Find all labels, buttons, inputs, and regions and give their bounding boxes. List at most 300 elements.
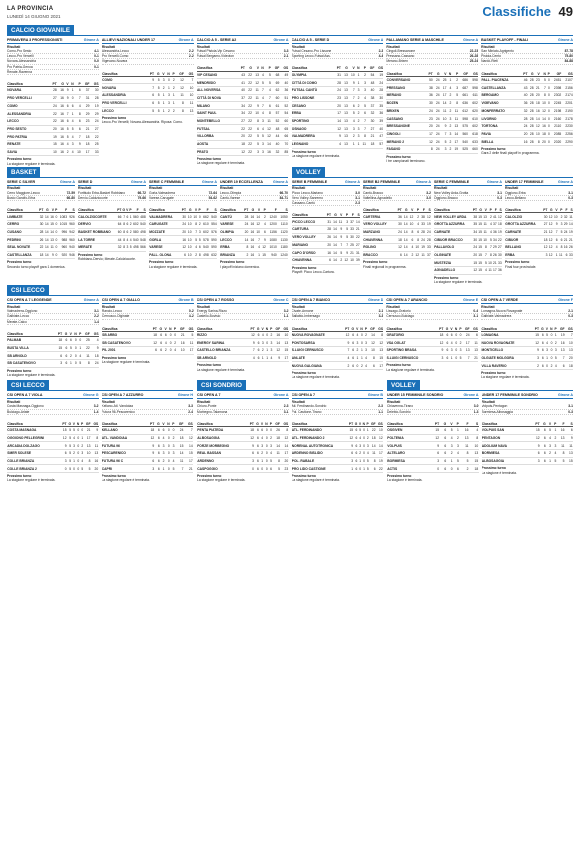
standings-value: 8 — [82, 359, 90, 367]
competition-title: CSI OPEN A 7 GIALLO — [101, 298, 140, 303]
next-round-label: Prossimo turno — [197, 474, 222, 479]
standings-value: 16 — [264, 148, 271, 156]
match-score: 3-3 — [378, 314, 384, 319]
standings-value: 9 — [146, 76, 154, 84]
standings-header: GF — [462, 327, 470, 332]
standings-value: 22 — [245, 94, 252, 102]
standings-header: V — [192, 208, 198, 213]
standings-value: 10 — [49, 148, 57, 156]
competition-group: Girone E — [463, 298, 479, 303]
standings-value: 6 — [531, 450, 540, 458]
standings-value: 12 — [237, 148, 245, 156]
standings-value: 11 — [369, 450, 376, 458]
results-label: Risultati — [7, 400, 21, 405]
next-round-label: Prossimo turno — [101, 355, 127, 360]
standings-header: P — [198, 208, 201, 213]
standings-header: GS — [90, 82, 99, 87]
team-name: AGNADELLO — [434, 267, 472, 275]
standings-row — [102, 465, 194, 473]
competition-column — [197, 38, 289, 166]
standings-value: 0 — [429, 465, 440, 473]
standings-value: 4 — [90, 336, 99, 344]
standings-value: 9 — [64, 94, 69, 102]
standings-value: 66 — [280, 133, 289, 141]
standings-value: 687 — [458, 84, 468, 92]
next-round-text: La stagione regolare è terminata. — [7, 161, 56, 166]
match-name: Cantù-Varese — [220, 195, 241, 200]
results-label: Risultati — [196, 304, 211, 309]
standings-value: 0 — [170, 426, 175, 434]
standings-value: 13 — [341, 140, 348, 148]
standings-value: 18 — [543, 237, 548, 242]
competition-column — [292, 38, 384, 166]
standings-value: 660 — [468, 146, 478, 154]
standings-value: 661 — [458, 92, 468, 100]
match-name: Oggiono-Bracco — [434, 195, 458, 200]
team-name: BRIANZA — [220, 251, 242, 259]
standings-value: 16 — [557, 339, 565, 347]
standings-value: 13 — [483, 214, 487, 219]
standings-value: 11 — [185, 339, 194, 347]
standings-header-row — [7, 82, 99, 87]
standings-value: 28 — [528, 130, 534, 138]
standings-value: 5 — [272, 465, 280, 473]
standings-value: 6 — [539, 347, 544, 355]
standings-value: 22 — [245, 110, 252, 118]
standings-value: 9 — [531, 442, 540, 450]
standings-header: N — [454, 326, 458, 331]
standings-value: 4 — [447, 434, 453, 442]
competition-header — [386, 298, 478, 304]
match-name: Pro Vercelli-Como — [101, 54, 129, 59]
standings-value: 14 — [44, 214, 49, 219]
standings-value: 7 — [487, 244, 492, 252]
spacer — [386, 320, 478, 326]
standings-row — [481, 347, 573, 355]
standings-header: PT — [60, 422, 67, 427]
standings-value: 12 — [436, 339, 443, 347]
standings-row — [197, 79, 289, 87]
standings-value: 6 — [396, 251, 403, 259]
competition-column — [197, 393, 289, 482]
standings-header: GF — [176, 327, 184, 332]
team-name: VARESE — [149, 244, 180, 252]
spacer — [387, 415, 479, 421]
standings-row — [102, 107, 194, 115]
standings-value: 16 — [250, 214, 255, 219]
standings-value: 16 — [521, 138, 528, 146]
standings-value: 0 — [167, 331, 172, 339]
team-name: PALLAVOLO — [434, 244, 472, 252]
standings-value: 17 — [81, 148, 90, 156]
standings-row — [197, 102, 289, 110]
spacer — [292, 59, 384, 65]
standings-value: 18 — [81, 141, 90, 149]
standings-value: 10 — [565, 339, 573, 347]
standings-value: 1156 — [266, 228, 277, 236]
standings-value: 24 — [433, 146, 440, 154]
standings-row — [292, 249, 360, 257]
standings-value: 6 — [260, 228, 266, 236]
standings-value: 0 — [165, 426, 170, 434]
standings-value: 1 — [355, 79, 360, 87]
standings-row — [434, 236, 502, 244]
standings-value: 20 — [280, 457, 288, 465]
team-name: PRATO — [197, 148, 238, 156]
standings-row — [7, 457, 99, 465]
standings-value: 0 — [548, 108, 550, 113]
standings-value: 13 — [469, 450, 479, 458]
match-score: 3-1 — [94, 309, 99, 314]
standings-row — [78, 228, 146, 236]
standings-value: 1 — [73, 459, 75, 464]
next-round-note — [149, 260, 217, 268]
competition-column — [102, 38, 194, 166]
standings-value: 2 — [64, 148, 69, 156]
competition-title: UNDER 17 FEMMINILE — [505, 179, 544, 184]
match-score: 1-4 — [94, 319, 99, 324]
standings-value: 10 — [187, 253, 192, 258]
standings-value: 1 — [359, 347, 364, 355]
match-score: 2-2 — [188, 54, 194, 59]
standings-row — [292, 256, 360, 264]
standings-value: 6 — [350, 362, 355, 370]
team-name: BORMIESA — [387, 457, 429, 465]
standings-value: 9 — [252, 102, 259, 110]
standings-header: PT — [436, 327, 443, 332]
standings-header: PT — [248, 327, 255, 332]
team-name: LA TORRE — [78, 236, 116, 244]
standings-row — [481, 331, 573, 339]
standings-header: Classifica — [102, 327, 150, 332]
match-score: 25-24 — [469, 59, 479, 64]
standings-value: 9 — [342, 339, 349, 347]
match-score: 0-0 — [94, 59, 99, 64]
team-name: ATL. FERDINANDO 2 — [292, 434, 348, 442]
match-name: Atl. Ferdinando-Sondrio — [291, 404, 327, 409]
competition-title: UNDER 19 ECCELLENZA — [220, 179, 263, 184]
standings-value: 9 — [347, 442, 353, 450]
standings-value: 2178 — [562, 115, 573, 123]
standings-value: 28 — [528, 107, 534, 115]
team-name: FUTSAL — [197, 125, 238, 133]
standings-value: 5 — [73, 428, 75, 433]
standings-value: 13 — [459, 434, 469, 442]
next-round-note — [292, 371, 384, 379]
standings-row — [102, 426, 194, 434]
standings-table — [505, 208, 573, 259]
standings-header: S — [139, 208, 146, 213]
standings-value: 5 — [64, 133, 69, 141]
standings-header: F — [557, 422, 565, 427]
standings-value: 24 — [49, 102, 57, 110]
standings-value: 6 — [155, 434, 160, 442]
standings-value: 4 — [162, 339, 167, 347]
results-label: Risultati — [481, 304, 495, 309]
match-score: 2-3 — [378, 404, 383, 409]
standings-value: 0 — [548, 131, 550, 136]
standings-value: 43 — [237, 71, 245, 79]
team-name: GROTTA AZZURRA — [434, 220, 472, 228]
team-name: CALOLZIO — [505, 213, 542, 221]
standings-value: 24 — [433, 99, 440, 107]
standings-value: 5 — [83, 465, 90, 473]
standings-header: N — [69, 82, 74, 87]
standings-table — [102, 72, 194, 116]
band-columns — [7, 180, 288, 269]
standings-value: 16 — [57, 87, 64, 95]
standings-value: 0 — [263, 465, 268, 473]
standings-value: 7 — [360, 117, 367, 125]
match-score: 3-2 — [426, 190, 431, 195]
standings-value: 2 — [558, 213, 563, 221]
standings-row — [292, 102, 384, 110]
standings-value: 11 — [558, 253, 563, 258]
spacer — [292, 320, 384, 326]
team-name: VIGEVANO — [481, 99, 521, 107]
standings-header: GF — [273, 327, 281, 332]
standings-value: 1 — [553, 251, 558, 259]
standings-value: 6 — [64, 117, 69, 125]
standings-header: N — [360, 326, 363, 331]
standings-value: 3 — [268, 339, 272, 347]
results-label: Risultati — [7, 304, 21, 309]
standings-value: 13 — [252, 71, 259, 79]
match-score: 0-3 — [568, 314, 573, 319]
standings-value: 940 — [69, 245, 75, 250]
standings-value: 10 — [83, 450, 90, 458]
standings-value: 5 — [440, 138, 447, 146]
standings-value: 13 — [91, 450, 99, 458]
standings-value: 18 — [369, 434, 376, 442]
standings-value: 43 — [521, 84, 528, 92]
standings-header: P — [452, 72, 459, 77]
competition-group: Girone A — [557, 393, 573, 398]
standings-value: 3 — [429, 457, 440, 465]
standings-header-row — [386, 72, 478, 77]
standings-value: 498 — [201, 251, 209, 259]
competition-group: Girone D — [368, 298, 384, 303]
standings-value: 36 — [521, 99, 528, 107]
standings-value: 0 — [548, 124, 550, 129]
standings-value: 60 — [280, 117, 289, 125]
standings-value: 20 — [325, 241, 332, 249]
standings-value: 17 — [375, 362, 383, 370]
standings-row — [197, 339, 289, 347]
next-round-note — [197, 157, 289, 165]
standings-value: 18 — [247, 426, 254, 434]
standings-value: 525 — [458, 146, 468, 154]
standings-value: 9 — [49, 251, 54, 259]
standings-value: 7 — [343, 241, 349, 249]
standings-value: 960 — [69, 237, 75, 242]
standings-value: 5 — [264, 79, 271, 87]
standings-value: 2 — [242, 251, 249, 259]
standings-value: 13 — [557, 434, 565, 442]
standings-value: 6 — [62, 352, 67, 360]
standings-value: 26 — [493, 253, 497, 258]
standings-value: 2 — [160, 457, 165, 465]
standings-value: 17 — [83, 434, 90, 442]
standings-value: 11 — [264, 117, 271, 125]
team-name: CARTERIA — [363, 213, 396, 221]
standings-header: V — [534, 72, 540, 77]
match-name: Futura 96-Pescarenico — [101, 409, 135, 414]
spacer — [149, 201, 217, 207]
team-name: PRESSANO — [386, 84, 425, 92]
standings-value: 4 — [268, 450, 272, 458]
standings-value: 0 — [359, 339, 364, 347]
standings-row — [102, 442, 194, 450]
standings-value: 576 — [209, 228, 217, 236]
standings-value: 5 — [185, 331, 194, 339]
standings-value: 2 — [162, 347, 167, 355]
standings-header: V — [553, 208, 558, 213]
team-name: SB ARNOLD — [197, 354, 248, 362]
standings-header: P — [172, 327, 177, 332]
standings-value: 5 — [458, 354, 462, 362]
next-round-note — [220, 260, 288, 268]
standings-row — [197, 110, 289, 118]
standings-row — [505, 220, 573, 228]
match-score: 84-71 — [279, 195, 288, 200]
standings-value: 14 — [175, 450, 184, 458]
standings-value: 24 — [425, 107, 433, 115]
next-round-label: Prossimo turno — [363, 260, 388, 265]
standings-value: 30 — [425, 99, 433, 107]
standings-value: 6 — [353, 450, 357, 458]
standings-header: G — [444, 327, 449, 332]
standings-value: 10 — [187, 237, 192, 242]
standings-value: 32 — [271, 148, 280, 156]
team-name: ALBOSAGGIA — [482, 457, 531, 465]
standings-value: 20 — [333, 102, 341, 110]
standings-value: 4 — [259, 125, 264, 133]
standings-table — [220, 208, 288, 259]
standings-value: 28 — [528, 84, 534, 92]
standings-value: 6 — [540, 426, 546, 434]
standings-value: 12 — [548, 222, 553, 227]
standings-value: 7 — [175, 465, 184, 473]
next-round-note — [102, 116, 194, 124]
standings-row — [386, 146, 478, 154]
standings-value: 16 — [250, 253, 255, 258]
standings-value: 6 — [444, 354, 449, 362]
standings-value: 2 — [337, 256, 342, 264]
match-name: Varese-Carugate — [149, 195, 174, 200]
standings-value: 4 — [408, 244, 414, 252]
team-name: VALMADRERA — [292, 133, 334, 141]
standings-table — [102, 422, 194, 473]
standings-value: 22 — [245, 133, 252, 141]
standings-value: 2451 — [550, 76, 561, 84]
standings-value: 20 — [565, 354, 573, 362]
standings-value: 3 — [558, 220, 563, 228]
band-title-bar — [197, 380, 383, 391]
standings-value: 24 — [433, 107, 440, 115]
standings-row — [7, 228, 75, 236]
standings-value: 5 — [146, 107, 154, 115]
competition-header — [387, 393, 479, 399]
team-name: MOZZATE — [149, 228, 180, 236]
standings-value: 16 — [325, 249, 332, 257]
standings-header: PT — [521, 72, 528, 77]
standings-header: G — [477, 208, 482, 213]
standings-row — [292, 442, 384, 450]
team-name: SB CASATENOVO — [102, 339, 150, 347]
team-name: ALBOSAGGIA — [197, 434, 247, 442]
standings-value: 12 — [184, 434, 193, 442]
band-title: CSI LECCO — [7, 285, 49, 295]
next-round-note — [387, 474, 479, 482]
standings-value: 0 — [268, 426, 272, 434]
team-name: PENTAGON — [482, 434, 531, 442]
standings-value: 6 — [353, 426, 357, 434]
standings-value: 1 — [354, 354, 358, 362]
standings-value: 28 — [528, 92, 534, 100]
standings-value: 11 — [175, 92, 184, 100]
standings-row — [7, 220, 75, 228]
results-label: Risultati — [434, 186, 448, 191]
standings-value: 8 — [540, 92, 546, 100]
match-name: Cingoli-Bressanone — [386, 49, 416, 54]
team-name: SAVIA — [7, 148, 49, 156]
standings-value: 1200 — [266, 220, 277, 228]
standings-value: 20 — [49, 125, 57, 133]
next-round-text: La stagione regolare è terminata. — [386, 367, 435, 372]
standings-value: 17 — [425, 130, 433, 138]
standings-value: 0 — [55, 229, 58, 234]
standings-header: F — [492, 208, 497, 213]
standings-table — [482, 422, 574, 466]
standings-value: 4 — [69, 133, 74, 141]
standings-value: 3 — [252, 148, 259, 156]
standings-header: GS — [280, 66, 289, 71]
standings-value: 940 — [266, 251, 277, 259]
standings-value: 18 — [146, 426, 154, 434]
next-round-text: La stagione regolare è terminata. — [149, 264, 198, 269]
standings-value: 15 — [478, 253, 482, 258]
standings-header: Classifica — [482, 422, 531, 427]
standings-header: P — [269, 421, 272, 426]
standings-value: 19 — [375, 71, 384, 79]
standings-header: P — [547, 71, 550, 76]
standings-value: 28 — [90, 94, 99, 102]
standings-row — [197, 133, 289, 141]
standings-value: 32 — [117, 245, 122, 250]
team-name: RENATE — [7, 141, 49, 149]
standings-value: 7 — [348, 94, 355, 102]
standings-header-row — [292, 66, 384, 71]
match-name: Lomagna-Nuova Rovagnate — [481, 309, 523, 314]
standings-row — [386, 84, 478, 92]
results-label: Risultati — [149, 186, 163, 191]
standings-value: 0 — [172, 331, 177, 339]
standings-value: 1 — [355, 71, 360, 79]
standings-value: 4 — [553, 244, 558, 252]
match-score: 0-1 — [94, 54, 99, 59]
standings-value: 19 — [421, 245, 425, 250]
standings-value: 1 — [69, 87, 74, 95]
standings-value: 25 — [440, 76, 447, 84]
standings-value: 34 — [473, 229, 478, 234]
team-name: SPORTING — [292, 117, 334, 125]
standings-value: 6 — [539, 339, 544, 347]
standings-value: 30 — [543, 214, 548, 219]
standings-header: Classifica — [386, 327, 436, 332]
standings-value: 20 — [540, 138, 546, 146]
standings-value: 9 — [146, 442, 154, 450]
